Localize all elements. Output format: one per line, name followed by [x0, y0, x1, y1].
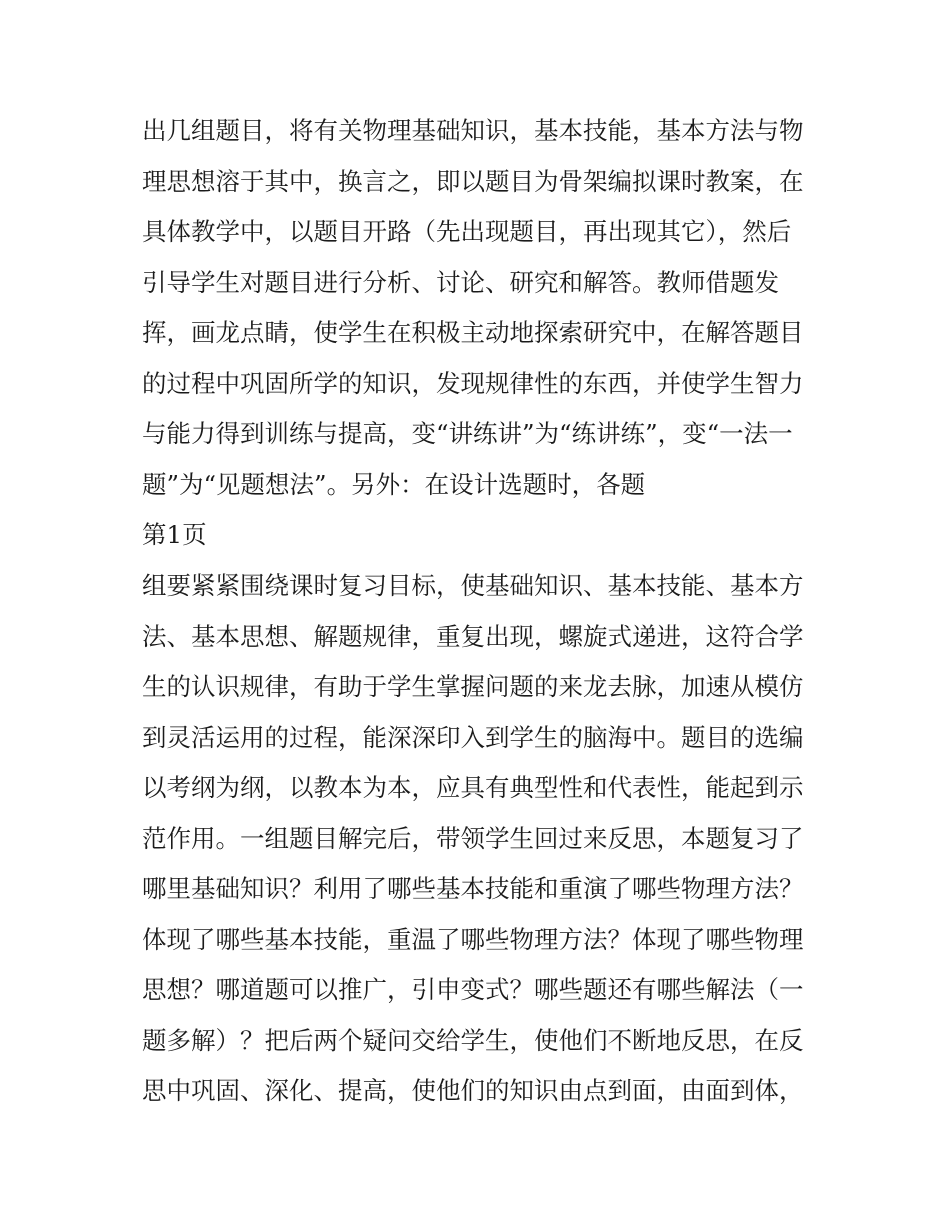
- text-line: 组要紧紧围绕课时复习目标，使基础知识、基本技能、基本方: [142, 571, 804, 600]
- text-line: 法、基本思想、解题规律，重复出现，螺旋式递进，这符合学: [142, 621, 804, 651]
- paragraph-2: [142, 561, 822, 1117]
- text-line: 题”为“见题想法”。另外：在设计选题时，各题: [142, 469, 646, 499]
- page-number-label: 第1页: [142, 520, 207, 549]
- text-line: 体现了哪些基本技能，重温了哪些物理方法？体现了哪些物理: [142, 924, 804, 954]
- text-line: 题多解）？把后两个疑问交给学生，使他们不断地反思，在反: [142, 1025, 804, 1055]
- text-line: 以考纲为纲，以教本为本，应具有典型性和代表性，能起到示: [142, 773, 804, 802]
- text-line: 思中巩固、深化、提高，使他们的知识由点到面，由面到体，: [142, 1076, 804, 1105]
- text-line: 范作用。一组题目解完后，带领学生回过来反思，本题复习了: [142, 823, 804, 853]
- text-line: 生的认识规律，有助于学生掌握问题的来龙去脉，加速从模仿: [142, 672, 804, 701]
- text-line: 思想？哪道题可以推广，引申变式？哪些题还有哪些解法（一: [142, 975, 804, 1004]
- text-line: 挥，画龙点睛，使学生在积极主动地探索研究中，在解答题目: [142, 318, 804, 347]
- text-line: 到灵活运用的过程，能深深印入到学生的脑海中。题目的选编: [142, 722, 804, 752]
- text-line: 引导学生对题目进行分析、讨论、研究和解答。教师借题发: [142, 267, 779, 297]
- text-line: 理思想溶于其中，换言之，即以题目为骨架编拟课时教案，在: [142, 166, 804, 196]
- paragraph-1: [142, 106, 822, 510]
- text-line: 出几组题目，将有关物理基础知识，基本技能，基本方法与物: [142, 116, 804, 145]
- text-line: 与能力得到训练与提高，变“讲练讲”为“练讲练”，变“一法一: [142, 419, 793, 448]
- text-line: 哪里基础知识？利用了哪些基本技能和重演了哪些物理方法？: [142, 874, 804, 903]
- text-line: 具体教学中，以题目开路（先出现题目，再出现其它），然后: [142, 217, 792, 246]
- text-line: 的过程中巩固所学的知识，发现规律性的东西，并使学生智力: [142, 368, 804, 398]
